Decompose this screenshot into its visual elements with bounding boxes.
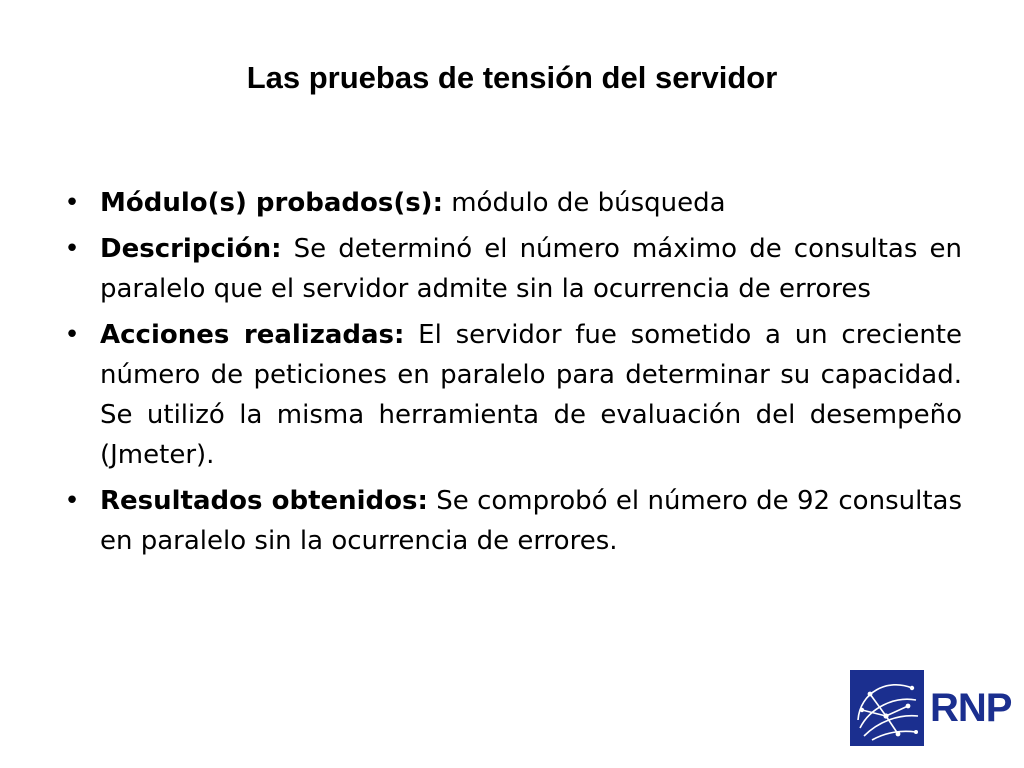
bullet-text: Se determinó el número máximo de consultas en paralelo que el servidor admite sin la ocurrencia de errores [100,234,962,304]
slide-title: Las pruebas de tensión del servidor [246,60,778,95]
bullet-text: Se comprobó el número de 92 consultas en paralelo sin la ocurrencia de errores. [100,486,962,556]
globe-network-icon [850,670,924,746]
bullet-item-resultados [62,481,962,561]
bullet-label: Descripción: [100,234,282,264]
bullet-text: módulo de búsqueda [442,188,726,218]
logo-text: RNP [930,686,1012,730]
bullet-icon: • [64,320,80,350]
bullet-list [62,183,962,567]
rnp-logo [850,670,1010,748]
bullet-label: Resultados obtenidos: [100,486,428,516]
bullet-text: El servidor fue sometido a un creciente número de peticiones en paralelo para determinar su capacidad. Se utilizó la misma herramienta de evaluación del desempeño (Jmeter). [100,320,962,470]
bullet-label: Acciones realizadas: [100,320,405,350]
bullet-item-acciones [62,315,962,475]
bullet-icon: • [64,234,80,264]
bullet-icon: • [64,486,80,516]
bullet-item-modulo [62,183,962,223]
bullet-label: Módulo(s) probados(s): [100,188,443,218]
bullet-item-descripcion [62,229,962,309]
bullet-icon: • [64,188,80,218]
